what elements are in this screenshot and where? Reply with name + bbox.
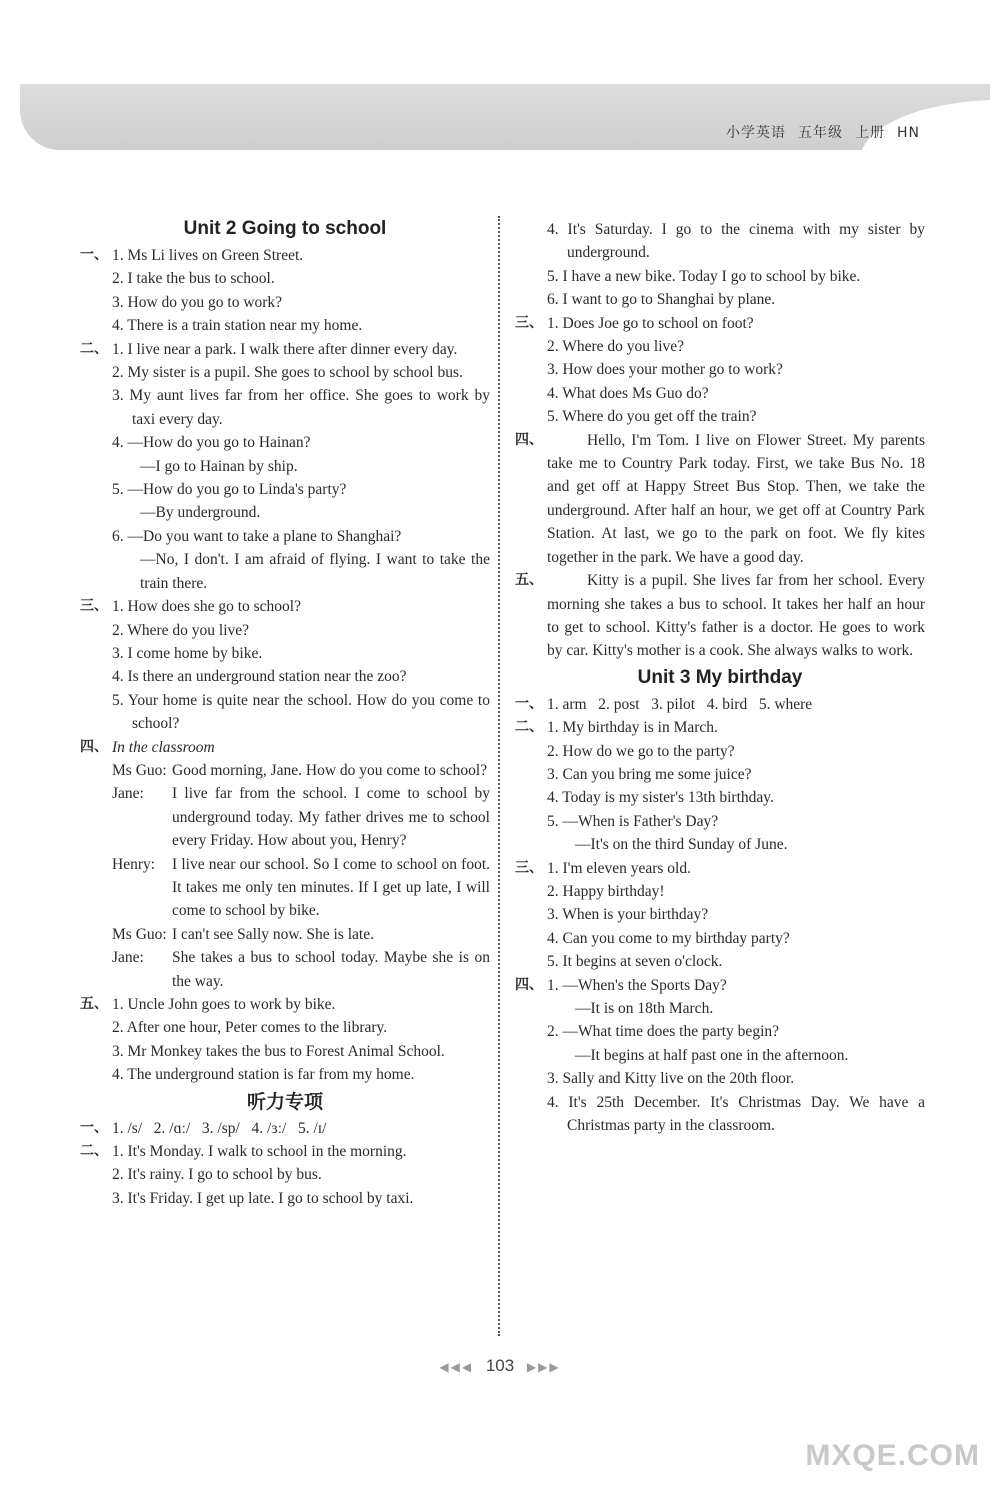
- unit2-title: Unit 2 Going to school: [183, 218, 387, 239]
- section-label: 二、: [80, 1143, 108, 1160]
- section-label: 三、: [515, 314, 543, 331]
- list-item: 1. arm 2. post 3. pilot 4. bird 5. where: [547, 695, 813, 713]
- list-item: —No, I don't. I am afraid of flying. I want to take the train there.: [140, 551, 490, 592]
- list-item: 1. —When's the Sports Day?: [547, 976, 727, 994]
- list-item: 1. Uncle John goes to work by bike.: [112, 996, 336, 1013]
- section-3: [80, 595, 490, 735]
- listening-section-5: [515, 569, 925, 663]
- list-item: 6. —Do you want to take a plane to Shanghai?: [112, 527, 402, 545]
- list-item: 5. Your home is quite near the school. How do you come to school?: [112, 691, 490, 733]
- list-item: 2. Happy birthday!: [547, 882, 665, 900]
- next-arrows-icon: ▶▶▶: [526, 1360, 561, 1374]
- unit3-section-4: [515, 974, 925, 1138]
- section-label: 三、: [80, 598, 108, 615]
- list-item: 4. The underground station is far from my home.: [112, 1066, 415, 1084]
- listening-section-1: [80, 1117, 490, 1140]
- list-item: 1. Ms Li lives on Green Street.: [112, 247, 304, 264]
- section-label: 一、: [80, 1119, 108, 1136]
- section-5: [80, 993, 490, 1087]
- listening-section-2: [80, 1140, 490, 1210]
- header-info: [714, 122, 920, 142]
- list-item: 4. There is a train station near my home.: [112, 317, 363, 335]
- listening-title: 听力专项: [246, 1090, 323, 1113]
- header-grade: 五年级: [798, 125, 843, 141]
- prev-arrows-icon: ◀◀◀: [439, 1360, 474, 1374]
- page-number: 103: [485, 1356, 515, 1375]
- section-1: [80, 244, 490, 338]
- list-item: 2. —What time does the party begin?: [547, 1023, 780, 1041]
- list-item: 4. Is there an underground station near the zoo?: [112, 668, 407, 686]
- list-item: 2. After one hour, Peter comes to the library.: [112, 1019, 388, 1037]
- header-subject: 小学英语: [726, 125, 786, 141]
- list-item: 2. I take the bus to school.: [112, 270, 275, 288]
- speaker: Jane:: [112, 949, 144, 967]
- section-label: 一、: [80, 247, 108, 263]
- speaker: Jane:: [112, 785, 144, 803]
- left-column: [80, 214, 490, 1210]
- section-4: [80, 736, 490, 993]
- dialogue-text: I live near our school. So I come to school on foot. It takes me only ten minutes. If I get up late, I will come to school by bike.: [172, 855, 490, 920]
- list-item: 1. How does she go to school?: [112, 598, 301, 616]
- unit3-section-1: [515, 693, 925, 716]
- list-item: 2. My sister is a pupil. She goes to school by school bus.: [112, 364, 463, 382]
- list-item: 1. It's Monday. I walk to school in the morning.: [112, 1143, 407, 1161]
- list-item: 3. How does your mother go to work?: [547, 361, 783, 379]
- unit3-section-2: [515, 716, 925, 856]
- section-2: [80, 338, 490, 595]
- dialogue-line: [112, 759, 490, 782]
- section-label: 一、: [515, 695, 543, 712]
- unit3-title: Unit 3 My birthday: [637, 666, 803, 688]
- list-item: 5. Where do you get off the train?: [547, 408, 757, 426]
- section-label: 四、: [515, 431, 543, 448]
- dialogue-line: [112, 853, 490, 923]
- section-label: 四、: [80, 738, 108, 755]
- speaker: Ms Guo:: [112, 761, 167, 779]
- list-item: 3. Mr Monkey takes the bus to Forest Animal School.: [112, 1042, 445, 1060]
- list-item: 3. Sally and Kitty live on the 20th floor.: [547, 1070, 795, 1088]
- section-label: 五、: [515, 572, 543, 589]
- dialogue-line: [112, 923, 490, 946]
- list-item: —It's on the third Sunday of June.: [575, 836, 788, 854]
- list-item: 4. What does Ms Guo do?: [547, 384, 709, 402]
- header-edition: HN: [897, 125, 920, 141]
- list-item: 3. My aunt lives far from her office. She goes to work by taxi every day.: [112, 387, 490, 428]
- list-item: 4. Today is my sister's 13th birthday.: [547, 789, 774, 807]
- listening-section-2-cont: [515, 218, 925, 312]
- list-item: 5. —When is Father's Day?: [547, 812, 719, 830]
- dialogue-line: [112, 946, 490, 993]
- list-item: 3. How do you go to work?: [112, 293, 283, 311]
- list-item: 4. —How do you go to Hainan?: [112, 434, 311, 452]
- list-item: —I go to Hainan by ship.: [140, 457, 298, 475]
- list-item: —It begins at half past one in the afternoon.: [575, 1046, 849, 1064]
- right-column: [515, 218, 925, 1137]
- column-divider: [498, 216, 500, 1336]
- section-label: 五、: [80, 996, 108, 1012]
- list-item: 1. I live near a park. I walk there after dinner every day.: [112, 340, 458, 358]
- list-item: 5. —How do you go to Linda's party?: [112, 481, 347, 499]
- list-item: 5. I have a new bike. Today I go to school by bike.: [547, 267, 861, 285]
- list-item: 3. I come home by bike.: [112, 644, 263, 662]
- list-item: 2. It's rainy. I go to school by bus.: [112, 1166, 322, 1184]
- passage: Kitty is a pupil. She lives far from her school. Every morning she takes a bus to school. It takes her half an hour to get to school. Kitty's father is a doctor. He goes to work by car. Kitty's mother is a cook. She always walks to work.: [547, 572, 925, 660]
- speaker: Henry:: [112, 855, 156, 873]
- list-item: 1. I'm eleven years old.: [547, 859, 691, 877]
- list-item: 1. My birthday is in March.: [547, 719, 718, 737]
- list-item: 4. Can you come to my birthday party?: [547, 929, 790, 947]
- listening-section-4: [515, 429, 925, 569]
- unit3-section-3: [515, 857, 925, 974]
- section-label: 四、: [515, 976, 543, 993]
- list-item: 5. It begins at seven o'clock.: [547, 953, 723, 971]
- dialogue-text: I live far from the school. I come to school by underground today. My father drives me to school every Friday. How about you, Henry?: [172, 785, 490, 850]
- list-item: 4. It's Saturday. I go to the cinema with my sister by underground.: [547, 221, 925, 262]
- header-volume: 上册: [855, 125, 885, 141]
- list-item: 3. It's Friday. I get up late. I go to school by taxi.: [112, 1189, 414, 1207]
- list-item: 1. Does Joe go to school on foot?: [547, 314, 754, 332]
- list-item: 2. Where do you live?: [547, 338, 685, 356]
- list-item: —By underground.: [140, 504, 261, 522]
- list-item: 1. /s/ 2. /ɑː/ 3. /sp/ 4. /ɜː/ 5. /ɪ/: [112, 1119, 327, 1137]
- list-item: 2. How do we go to the party?: [547, 742, 735, 760]
- listening-section-3: [515, 312, 925, 429]
- dialogue-title: In the classroom: [112, 738, 215, 756]
- list-item: —It is on 18th March.: [575, 1000, 714, 1017]
- dialogue-text: Good morning, Jane. How do you come to school?: [172, 761, 488, 779]
- dialogue-line: [112, 782, 490, 852]
- section-label: 二、: [80, 340, 108, 357]
- section-label: 三、: [515, 859, 543, 876]
- list-item: 4. It's 25th December. It's Christmas Day. We have a Christmas party in the classroom.: [547, 1093, 925, 1135]
- list-item: 2. Where do you live?: [112, 621, 250, 639]
- section-label: 二、: [515, 719, 543, 736]
- speaker: Ms Guo:: [112, 925, 167, 943]
- list-item: 6. I want to go to Shanghai by plane.: [547, 291, 776, 309]
- dialogue-text: She takes a bus to school today. Maybe she is on the way.: [172, 949, 490, 990]
- watermark: MXQE.COM: [805, 1439, 980, 1472]
- page-footer: [0, 1356, 1000, 1376]
- list-item: 3. Can you bring me some juice?: [547, 765, 752, 783]
- passage: Hello, I'm Tom. I live on Flower Street. My parents take me to Country Park today. First, we take Bus No. 18 and get off at Happy Street Bus Stop. Then, we take the underground. After half an hour, we get off at Country Park Station. At last, we go to the park on foot. We fly kites together in the park. We have a good day.: [547, 431, 925, 566]
- dialogue-text: I can't see Sally now. She is late.: [172, 925, 374, 943]
- list-item: 3. When is your birthday?: [547, 906, 709, 924]
